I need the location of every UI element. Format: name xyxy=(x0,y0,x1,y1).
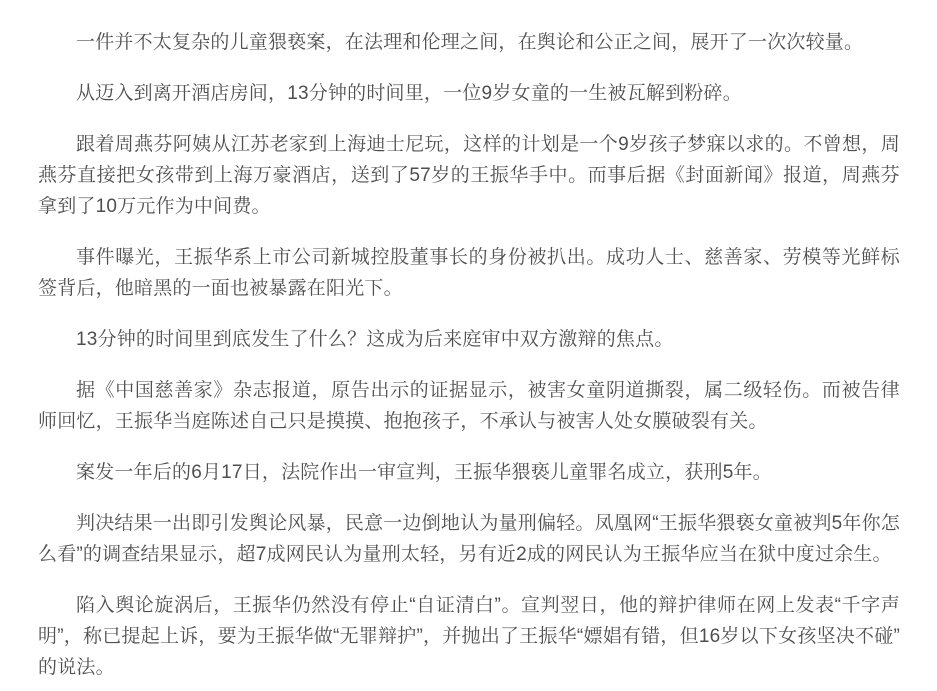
article-paragraph: 据《中国慈善家》杂志报道，原告出示的证据显示，被害女童阴道撕裂，属二级轻伤。而被告律师回忆，王振华当庭陈述自己只是摸摸、抱抱孩子，不承认与被害人处女膜破裂有关。 xyxy=(38,380,900,432)
article-paragraph: 跟着周燕芬阿姨从江苏老家到上海迪士尼玩，这样的计划是一个9岁孩子梦寐以求的。不曾想，周燕芬直接把女孩带到上海万豪酒店，送到了57岁的王振华手中。而事后据《封面新闻》报道，周燕芬拿到了10万元作为中间费。 xyxy=(38,134,900,217)
article-paragraph: 陷入舆论旋涡后，王振华仍然没有停止“自证清白”。宣判翌日，他的辩护律师在网上发表“千字声明”，称已提起上诉，要为王振华做“无罪辩护”，并抛出了王振华“嫖娼有错，但16岁以下女孩坚决不碰”的说法。 xyxy=(38,595,900,678)
article-paragraph: 判决结果一出即引发舆论风暴，民意一边倒地认为量刑偏轻。凤凰网“王振华猥亵女童被判5年你怎么看”的调查结果显示，超7成网民认为量刑太轻，另有近2成的网民认为王振华应当在狱中度过余生。 xyxy=(38,513,900,565)
article-paragraph: 从迈入到离开酒店房间，13分钟的时间里，一位9岁女童的一生被瓦解到粉碎。 xyxy=(76,83,742,104)
article-paragraph: 一件并不太复杂的儿童猥亵案，在法理和伦理之间，在舆论和公正之间，展开了一次次较量。 xyxy=(76,32,864,53)
article-paragraph: 案发一年后的6月17日，法院作出一审宣判，王振华猥亵儿童罪名成立，获刑5年。 xyxy=(76,462,772,483)
article-paragraph: 13分钟的时间里到底发生了什么？这成为后来庭审中双方激辩的焦点。 xyxy=(76,329,674,350)
article-paragraph: 事件曝光，王振华系上市公司新城控股董事长的身份被扒出。成功人士、慈善家、劳模等光鲜标签背后，他暗黑的一面也被暴露在阳光下。 xyxy=(38,247,900,299)
